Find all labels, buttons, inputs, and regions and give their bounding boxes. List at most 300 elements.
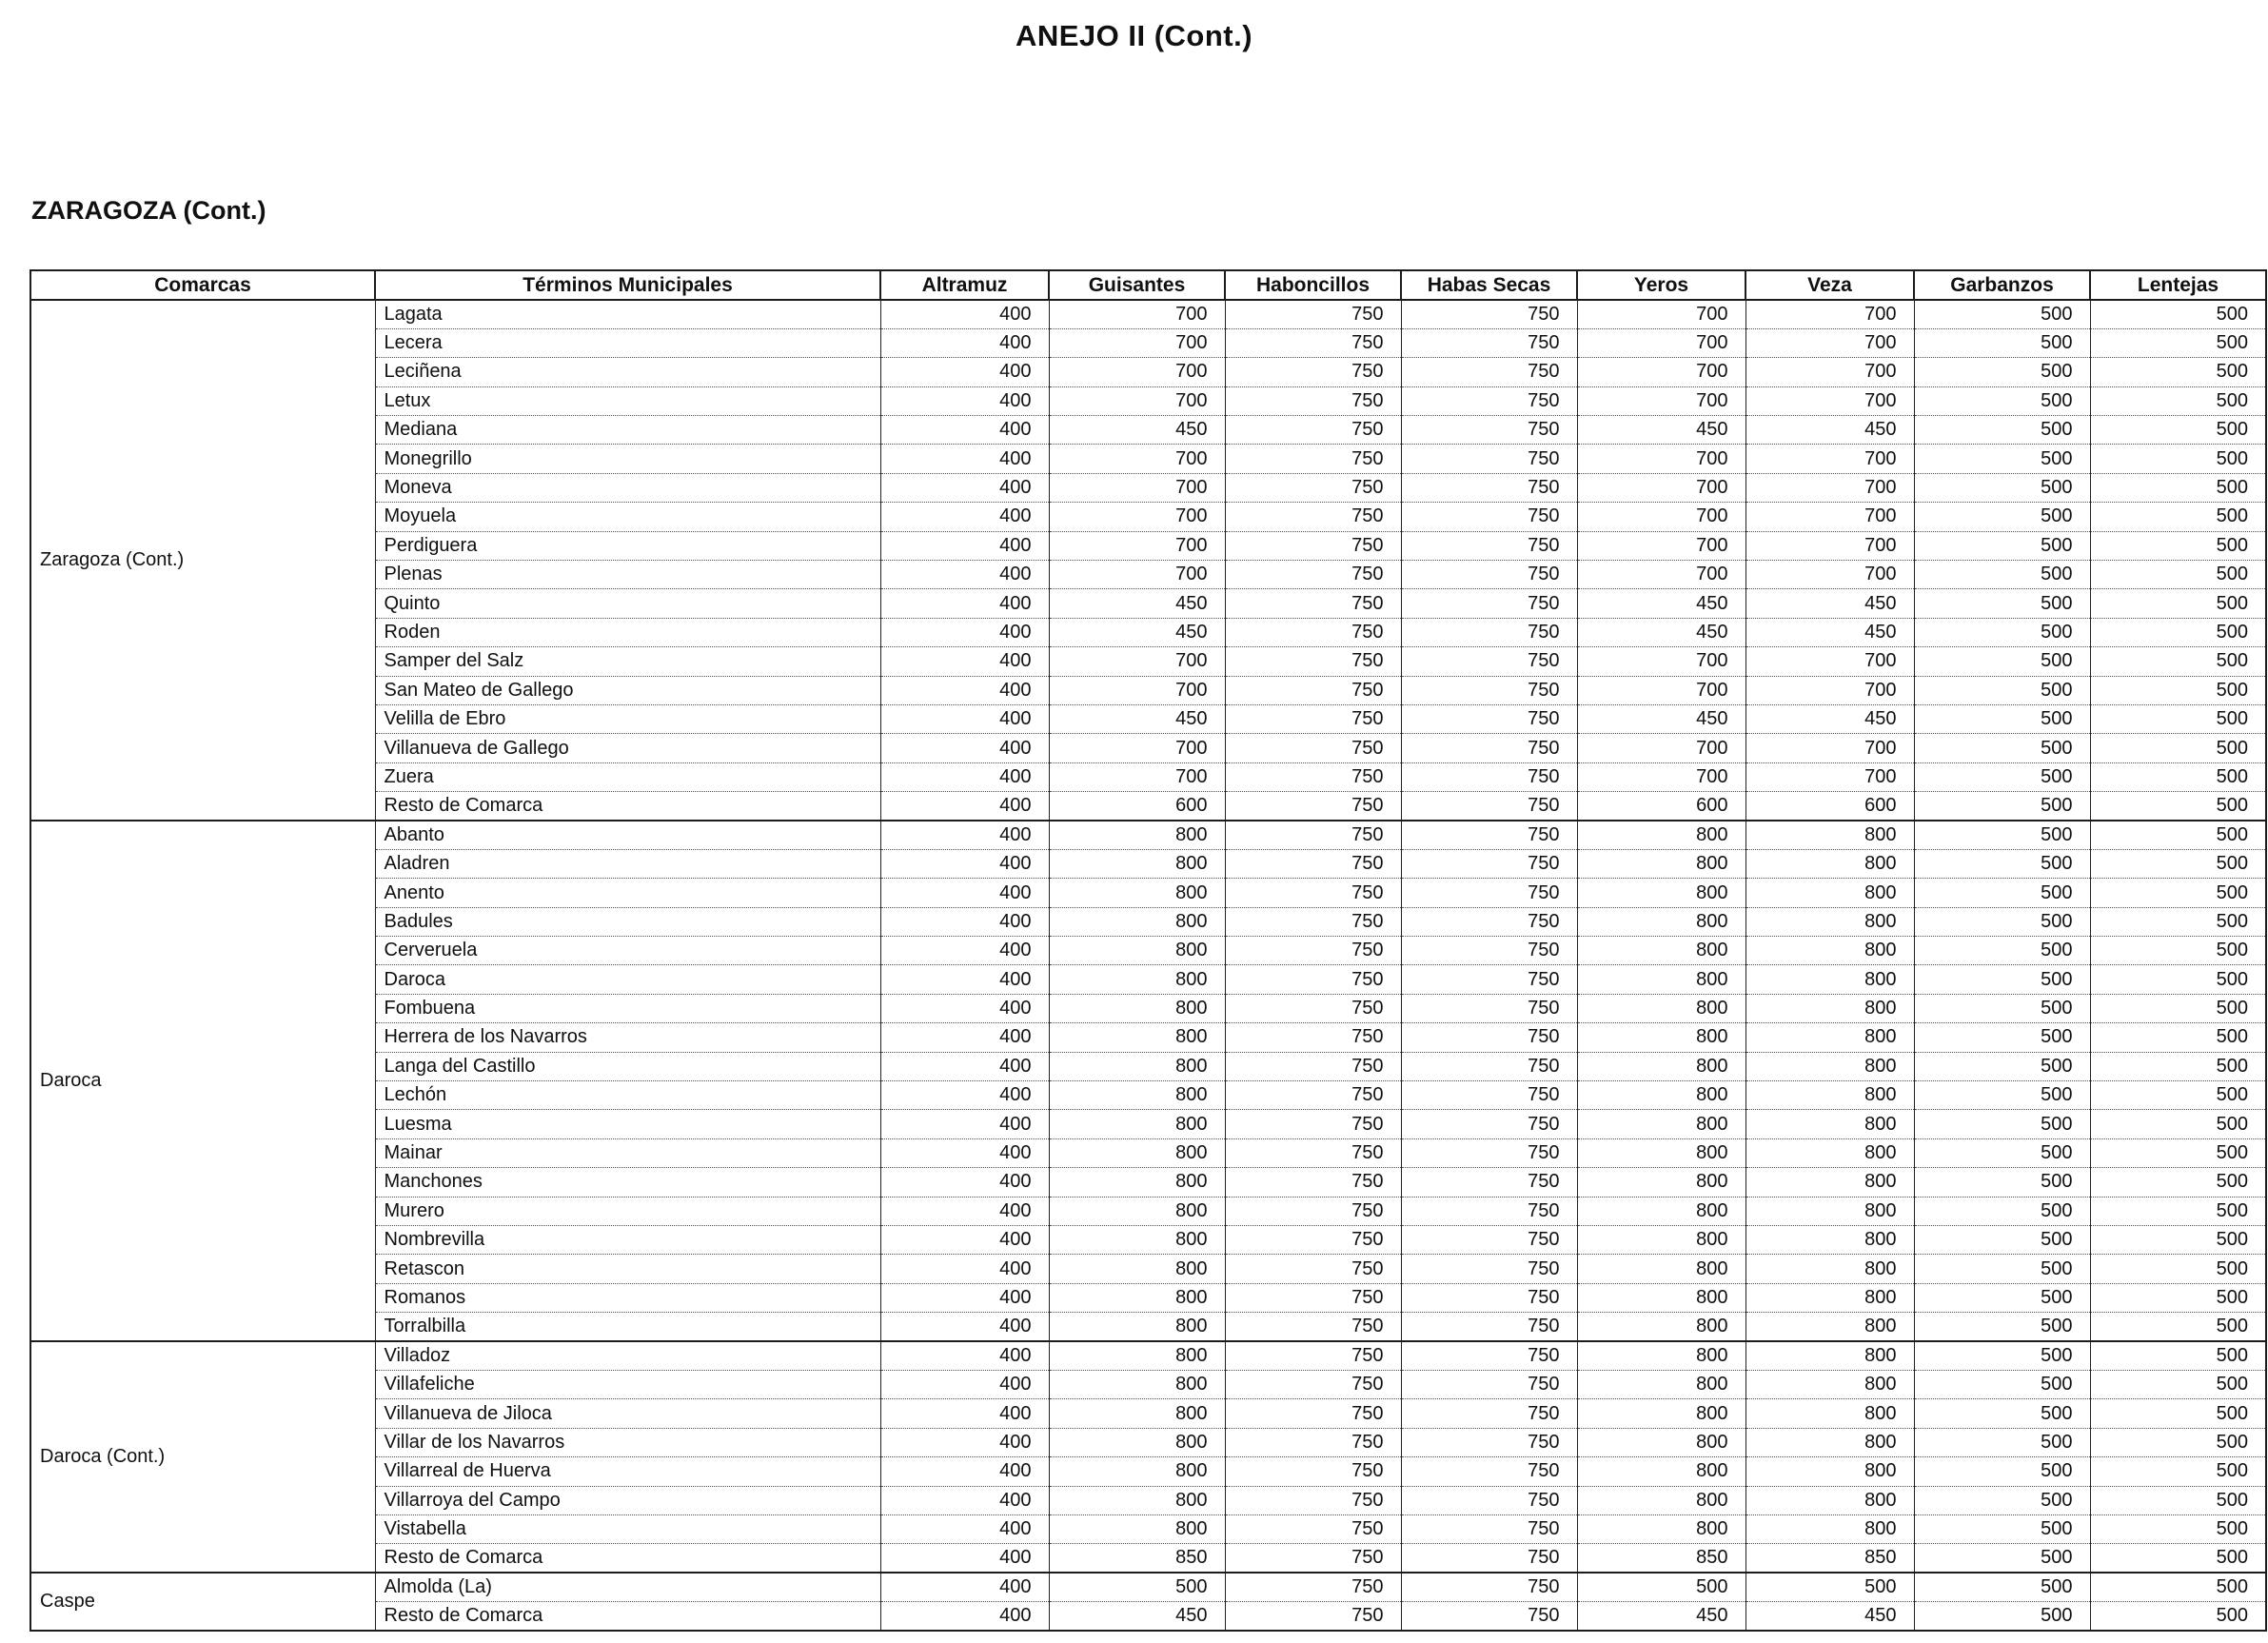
table-row	[30, 1341, 2266, 1370]
value-cell: 800	[1049, 1168, 1225, 1197]
value-cell: 800	[1577, 879, 1745, 907]
table-body	[30, 300, 2266, 1631]
value-cell: 450	[1577, 1602, 1745, 1631]
municipio-cell: Roden	[375, 618, 880, 646]
municipio-cell: Quinto	[375, 589, 880, 618]
value-cell: 500	[1914, 1370, 2090, 1398]
value-cell: 500	[2090, 1081, 2266, 1110]
value-cell: 500	[1914, 386, 2090, 415]
value-cell: 750	[1401, 1255, 1577, 1283]
municipio-cell: Murero	[375, 1197, 880, 1225]
value-cell: 500	[1914, 618, 2090, 646]
value-cell: 400	[880, 907, 1049, 936]
municipio-cell: Vistabella	[375, 1514, 880, 1543]
value-cell: 500	[1914, 1428, 2090, 1456]
value-cell: 500	[1914, 1514, 2090, 1543]
value-cell: 750	[1225, 1081, 1401, 1110]
value-cell: 400	[880, 1399, 1049, 1428]
value-cell: 700	[1745, 762, 1914, 791]
value-cell: 800	[1049, 1370, 1225, 1398]
value-cell: 700	[1049, 676, 1225, 704]
value-cell: 750	[1225, 704, 1401, 733]
value-cell: 700	[1745, 734, 1914, 762]
value-cell: 750	[1225, 1138, 1401, 1167]
value-cell: 750	[1225, 1226, 1401, 1255]
municipio-cell: Torralbilla	[375, 1313, 880, 1341]
value-cell: 750	[1401, 386, 1577, 415]
value-cell: 450	[1577, 416, 1745, 445]
value-cell: 500	[2090, 445, 2266, 473]
value-cell: 500	[1914, 561, 2090, 589]
value-cell: 750	[1225, 1168, 1401, 1197]
page-title: ANEJO II (Cont.)	[1015, 19, 1253, 52]
municipio-cell: Villadoz	[375, 1341, 880, 1370]
value-cell: 500	[1914, 879, 2090, 907]
municipio-cell: Abanto	[375, 821, 880, 849]
comarca-cell: Caspe	[30, 1573, 375, 1631]
value-cell: 400	[880, 1370, 1049, 1398]
value-cell: 500	[2090, 328, 2266, 357]
value-cell: 400	[880, 762, 1049, 791]
value-cell: 700	[1577, 762, 1745, 791]
value-cell: 750	[1225, 473, 1401, 502]
value-cell: 500	[1914, 1081, 2090, 1110]
value-cell: 800	[1745, 1341, 1914, 1370]
value-cell: 750	[1401, 762, 1577, 791]
comarca-cell: Daroca (Cont.)	[30, 1341, 375, 1573]
value-cell: 500	[2090, 473, 2266, 502]
value-cell: 750	[1401, 792, 1577, 821]
value-cell: 700	[1049, 445, 1225, 473]
value-cell: 800	[1577, 1168, 1745, 1197]
value-cell: 750	[1225, 1428, 1401, 1456]
value-cell: 750	[1401, 531, 1577, 560]
value-cell: 750	[1225, 300, 1401, 328]
value-cell: 800	[1049, 1023, 1225, 1052]
value-cell: 750	[1401, 849, 1577, 878]
value-cell: 750	[1225, 1197, 1401, 1225]
value-cell: 750	[1401, 445, 1577, 473]
value-cell: 750	[1225, 1370, 1401, 1398]
value-cell: 500	[2090, 994, 2266, 1022]
value-cell: 400	[880, 1052, 1049, 1080]
value-cell: 800	[1745, 1138, 1914, 1167]
value-cell: 800	[1577, 1486, 1745, 1514]
value-cell: 700	[1577, 676, 1745, 704]
value-cell: 500	[1914, 416, 2090, 445]
value-cell: 500	[1914, 1573, 2090, 1601]
value-cell: 750	[1401, 821, 1577, 849]
value-cell: 750	[1225, 1313, 1401, 1341]
municipio-cell: Aladren	[375, 849, 880, 878]
municipio-cell: Retascon	[375, 1255, 880, 1283]
municipio-cell: Moyuela	[375, 503, 880, 531]
municipio-cell: Moneva	[375, 473, 880, 502]
value-cell: 750	[1225, 618, 1401, 646]
value-cell: 750	[1225, 1283, 1401, 1312]
value-cell: 400	[880, 503, 1049, 531]
value-cell: 700	[1049, 734, 1225, 762]
value-cell: 800	[1745, 1283, 1914, 1312]
table-row	[30, 300, 2266, 328]
value-cell: 500	[1914, 473, 2090, 502]
value-cell: 750	[1225, 445, 1401, 473]
value-cell: 500	[2090, 618, 2266, 646]
value-cell: 800	[1049, 849, 1225, 878]
value-cell: 750	[1225, 994, 1401, 1022]
value-cell: 750	[1401, 1168, 1577, 1197]
value-cell: 800	[1577, 1457, 1745, 1486]
value-cell: 500	[1914, 503, 2090, 531]
value-cell: 750	[1401, 1399, 1577, 1428]
value-cell: 750	[1225, 1341, 1401, 1370]
value-cell: 500	[2090, 1110, 2266, 1138]
value-cell: 400	[880, 821, 1049, 849]
value-cell: 800	[1577, 1370, 1745, 1398]
value-cell: 450	[1745, 704, 1914, 733]
value-cell: 700	[1577, 647, 1745, 676]
value-cell: 500	[2090, 676, 2266, 704]
value-cell: 400	[880, 879, 1049, 907]
value-cell: 800	[1049, 1341, 1225, 1370]
value-cell: 400	[880, 1081, 1049, 1110]
value-cell: 500	[1914, 762, 2090, 791]
value-cell: 500	[1914, 445, 2090, 473]
value-cell: 750	[1401, 1226, 1577, 1255]
value-cell: 750	[1225, 1457, 1401, 1486]
value-cell: 500	[1914, 1052, 2090, 1080]
value-cell: 800	[1049, 1110, 1225, 1138]
value-cell: 800	[1745, 1168, 1914, 1197]
value-cell: 800	[1745, 1399, 1914, 1428]
value-cell: 700	[1049, 328, 1225, 357]
value-cell: 800	[1745, 1428, 1914, 1456]
value-cell: 700	[1745, 473, 1914, 502]
value-cell: 500	[2090, 1313, 2266, 1341]
value-cell: 800	[1745, 849, 1914, 878]
value-cell: 700	[1745, 531, 1914, 560]
value-cell: 800	[1049, 937, 1225, 965]
value-cell: 700	[1745, 300, 1914, 328]
value-cell: 500	[1914, 821, 2090, 849]
value-cell: 800	[1577, 1110, 1745, 1138]
crops-table	[30, 269, 2267, 1632]
value-cell: 800	[1745, 821, 1914, 849]
value-cell: 700	[1577, 734, 1745, 762]
value-cell: 700	[1049, 300, 1225, 328]
value-cell: 750	[1225, 1023, 1401, 1052]
value-cell: 500	[2090, 821, 2266, 849]
value-cell: 750	[1401, 1197, 1577, 1225]
value-cell: 400	[880, 1110, 1049, 1138]
value-cell: 400	[880, 1602, 1049, 1631]
value-cell: 750	[1401, 1341, 1577, 1370]
value-cell: 750	[1401, 1602, 1577, 1631]
municipio-cell: Resto de Comarca	[375, 1544, 880, 1573]
value-cell: 700	[1049, 358, 1225, 386]
table-row	[30, 1573, 2266, 1601]
column-header: Habas Secas	[1401, 270, 1577, 300]
value-cell: 800	[1577, 937, 1745, 965]
value-cell: 700	[1577, 300, 1745, 328]
column-header: Haboncillos	[1225, 270, 1401, 300]
municipio-cell: Leciñena	[375, 358, 880, 386]
value-cell: 500	[1914, 1197, 2090, 1225]
value-cell: 700	[1745, 647, 1914, 676]
value-cell: 750	[1401, 1457, 1577, 1486]
value-cell: 500	[2090, 531, 2266, 560]
value-cell: 750	[1225, 1573, 1401, 1601]
value-cell: 500	[1914, 531, 2090, 560]
municipio-cell: Romanos	[375, 1283, 880, 1312]
value-cell: 500	[2090, 1370, 2266, 1398]
value-cell: 700	[1049, 561, 1225, 589]
value-cell: 750	[1401, 704, 1577, 733]
value-cell: 750	[1401, 879, 1577, 907]
value-cell: 500	[1914, 647, 2090, 676]
value-cell: 400	[880, 1255, 1049, 1283]
value-cell: 800	[1745, 1052, 1914, 1080]
value-cell: 750	[1225, 821, 1401, 849]
value-cell: 500	[1914, 358, 2090, 386]
value-cell: 500	[1914, 994, 2090, 1022]
value-cell: 500	[2090, 792, 2266, 821]
value-cell: 500	[1914, 1341, 2090, 1370]
value-cell: 450	[1049, 618, 1225, 646]
value-cell: 800	[1577, 1023, 1745, 1052]
value-cell: 500	[2090, 965, 2266, 994]
value-cell: 500	[1914, 1486, 2090, 1514]
value-cell: 500	[1914, 676, 2090, 704]
column-header: Yeros	[1577, 270, 1745, 300]
municipio-cell: Badules	[375, 907, 880, 936]
header-row	[30, 270, 2266, 300]
value-cell: 750	[1225, 1052, 1401, 1080]
value-cell: 400	[880, 1168, 1049, 1197]
municipio-cell: Lechón	[375, 1081, 880, 1110]
value-cell: 750	[1401, 647, 1577, 676]
value-cell: 500	[1914, 907, 2090, 936]
value-cell: 500	[1914, 1602, 2090, 1631]
value-cell: 800	[1049, 1486, 1225, 1514]
value-cell: 500	[2090, 1255, 2266, 1283]
value-cell: 700	[1577, 561, 1745, 589]
value-cell: 500	[2090, 1602, 2266, 1631]
value-cell: 800	[1745, 1313, 1914, 1341]
value-cell: 400	[880, 589, 1049, 618]
value-cell: 850	[1577, 1544, 1745, 1573]
value-cell: 750	[1401, 1486, 1577, 1514]
municipio-cell: Villafeliche	[375, 1370, 880, 1398]
municipio-cell: Cerveruela	[375, 937, 880, 965]
value-cell: 400	[880, 531, 1049, 560]
value-cell: 800	[1577, 1052, 1745, 1080]
value-cell: 500	[1914, 734, 2090, 762]
value-cell: 400	[880, 1283, 1049, 1312]
value-cell: 750	[1401, 907, 1577, 936]
value-cell: 800	[1745, 994, 1914, 1022]
value-cell: 800	[1049, 1138, 1225, 1167]
value-cell: 500	[2090, 1052, 2266, 1080]
value-cell: 700	[1049, 473, 1225, 502]
value-cell: 500	[1914, 1023, 2090, 1052]
municipio-cell: Letux	[375, 386, 880, 415]
value-cell: 450	[1049, 1602, 1225, 1631]
municipio-cell: Daroca	[375, 965, 880, 994]
value-cell: 500	[1914, 704, 2090, 733]
municipio-cell: Almolda (La)	[375, 1573, 880, 1601]
value-cell: 750	[1225, 1602, 1401, 1631]
value-cell: 500	[1914, 792, 2090, 821]
value-cell: 700	[1745, 386, 1914, 415]
value-cell: 800	[1745, 907, 1914, 936]
municipio-cell: Herrera de los Navarros	[375, 1023, 880, 1052]
municipio-cell: Zuera	[375, 762, 880, 791]
value-cell: 500	[2090, 1023, 2266, 1052]
value-cell: 500	[2090, 1197, 2266, 1225]
value-cell: 400	[880, 1486, 1049, 1514]
value-cell: 800	[1577, 1341, 1745, 1370]
value-cell: 750	[1225, 1514, 1401, 1543]
value-cell: 800	[1745, 965, 1914, 994]
value-cell: 450	[1745, 618, 1914, 646]
municipio-cell: Lecera	[375, 328, 880, 357]
value-cell: 500	[1914, 589, 2090, 618]
value-cell: 500	[1914, 1399, 2090, 1428]
value-cell: 500	[2090, 704, 2266, 733]
value-cell: 750	[1225, 647, 1401, 676]
value-cell: 800	[1577, 849, 1745, 878]
value-cell: 700	[1049, 647, 1225, 676]
value-cell: 750	[1225, 965, 1401, 994]
value-cell: 800	[1049, 1514, 1225, 1543]
value-cell: 400	[880, 676, 1049, 704]
value-cell: 750	[1225, 386, 1401, 415]
value-cell: 700	[1577, 386, 1745, 415]
value-cell: 750	[1225, 328, 1401, 357]
section-title: ZARAGOZA (Cont.)	[31, 196, 266, 225]
municipio-cell: Villanueva de Gallego	[375, 734, 880, 762]
value-cell: 750	[1225, 676, 1401, 704]
value-cell: 500	[2090, 1226, 2266, 1255]
value-cell: 500	[1914, 328, 2090, 357]
value-cell: 500	[2090, 1514, 2266, 1543]
value-cell: 500	[2090, 937, 2266, 965]
value-cell: 500	[1745, 1573, 1914, 1601]
value-cell: 750	[1401, 937, 1577, 965]
value-cell: 500	[2090, 1544, 2266, 1573]
value-cell: 400	[880, 1457, 1049, 1486]
value-cell: 450	[1745, 416, 1914, 445]
value-cell: 800	[1049, 1399, 1225, 1428]
municipio-cell: Fombuena	[375, 994, 880, 1022]
value-cell: 800	[1049, 1283, 1225, 1312]
value-cell: 800	[1577, 1313, 1745, 1341]
value-cell: 400	[880, 445, 1049, 473]
value-cell: 800	[1049, 1255, 1225, 1283]
value-cell: 500	[2090, 879, 2266, 907]
value-cell: 700	[1577, 531, 1745, 560]
municipio-cell: Perdiguera	[375, 531, 880, 560]
value-cell: 450	[1745, 1602, 1914, 1631]
value-cell: 450	[1577, 589, 1745, 618]
value-cell: 450	[1577, 704, 1745, 733]
value-cell: 750	[1401, 473, 1577, 502]
value-cell: 500	[2090, 300, 2266, 328]
value-cell: 500	[2090, 849, 2266, 878]
value-cell: 700	[1049, 762, 1225, 791]
value-cell: 700	[1049, 531, 1225, 560]
value-cell: 600	[1745, 792, 1914, 821]
municipio-cell: Samper del Salz	[375, 647, 880, 676]
value-cell: 400	[880, 1514, 1049, 1543]
value-cell: 400	[880, 849, 1049, 878]
value-cell: 800	[1745, 1023, 1914, 1052]
value-cell: 750	[1401, 1514, 1577, 1543]
value-cell: 750	[1225, 907, 1401, 936]
value-cell: 500	[2090, 762, 2266, 791]
value-cell: 800	[1745, 937, 1914, 965]
value-cell: 400	[880, 1226, 1049, 1255]
value-cell: 500	[2090, 1168, 2266, 1197]
comarca-cell: Daroca	[30, 821, 375, 1341]
municipio-cell: Plenas	[375, 561, 880, 589]
municipio-cell: Villanueva de Jiloca	[375, 1399, 880, 1428]
value-cell: 750	[1401, 1370, 1577, 1398]
column-header: Guisantes	[1049, 270, 1225, 300]
value-cell: 700	[1745, 328, 1914, 357]
value-cell: 750	[1401, 965, 1577, 994]
value-cell: 500	[1914, 1168, 2090, 1197]
value-cell: 400	[880, 647, 1049, 676]
value-cell: 500	[1914, 1255, 2090, 1283]
value-cell: 400	[880, 1313, 1049, 1341]
value-cell: 750	[1401, 328, 1577, 357]
municipio-cell: Lagata	[375, 300, 880, 328]
value-cell: 500	[1914, 1283, 2090, 1312]
value-cell: 750	[1225, 1486, 1401, 1514]
comarca-cell: Zaragoza (Cont.)	[30, 300, 375, 821]
value-cell: 800	[1049, 1052, 1225, 1080]
value-cell: 800	[1049, 1226, 1225, 1255]
municipio-cell: Monegrillo	[375, 445, 880, 473]
municipio-cell: Manchones	[375, 1168, 880, 1197]
value-cell: 750	[1225, 416, 1401, 445]
column-header: Comarcas	[30, 270, 375, 300]
value-cell: 500	[1914, 1544, 2090, 1573]
value-cell: 750	[1401, 300, 1577, 328]
value-cell: 400	[880, 1138, 1049, 1167]
value-cell: 750	[1401, 589, 1577, 618]
value-cell: 500	[2090, 907, 2266, 936]
value-cell: 400	[880, 561, 1049, 589]
municipio-cell: Velilla de Ebro	[375, 704, 880, 733]
value-cell: 750	[1401, 1023, 1577, 1052]
value-cell: 800	[1745, 1197, 1914, 1225]
municipio-cell: Resto de Comarca	[375, 1602, 880, 1631]
value-cell: 750	[1401, 1052, 1577, 1080]
value-cell: 750	[1225, 849, 1401, 878]
municipio-cell: Luesma	[375, 1110, 880, 1138]
value-cell: 500	[2090, 358, 2266, 386]
municipio-cell: Villarroya del Campo	[375, 1486, 880, 1514]
value-cell: 750	[1401, 561, 1577, 589]
value-cell: 800	[1577, 965, 1745, 994]
value-cell: 600	[1049, 792, 1225, 821]
value-cell: 700	[1745, 676, 1914, 704]
value-cell: 400	[880, 734, 1049, 762]
value-cell: 800	[1049, 821, 1225, 849]
